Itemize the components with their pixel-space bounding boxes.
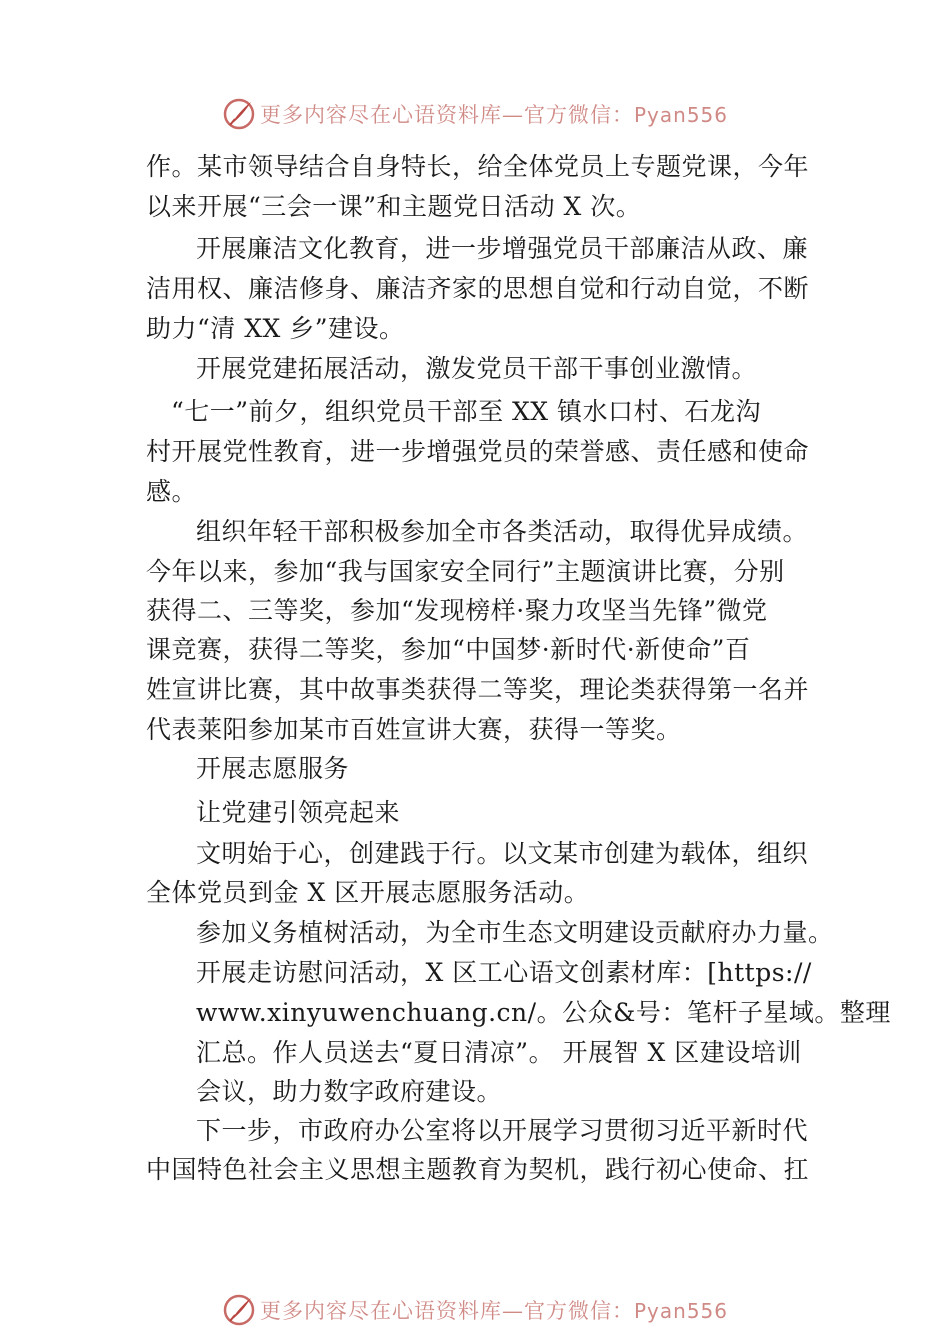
text-line: 感。	[146, 477, 198, 506]
text-line: “七一”前夕，组织党员干部至 XX 镇水口村、石龙沟	[171, 397, 762, 426]
quill-logo-icon	[222, 1293, 256, 1327]
text-line: 会议，助力数字政府建设。	[196, 1077, 503, 1106]
banner-text	[260, 1295, 728, 1325]
header-watermark-banner	[0, 94, 950, 134]
banner-wechat-id: Pyan556	[633, 103, 728, 127]
section-heading: 开展志愿服务	[196, 754, 350, 783]
text-line: 获得二、三等奖，参加“发现榜样·聚力攻坚当先锋”微党	[146, 596, 768, 625]
footer-watermark-banner	[0, 1290, 950, 1330]
text-line: 中国特色社会主义思想主题教育为契机，践行初心使命、扛	[146, 1155, 810, 1184]
quill-logo-icon	[222, 97, 256, 131]
text-line: 姓宣讲比赛，其中故事类获得二等奖，理论类获得第一名并	[146, 675, 810, 704]
text-line: www.xinyuwenchuang.cn/。公众&号：笔杆子星域。整理	[196, 998, 891, 1027]
text-line: 今年以来，参加“我与国家安全同行”主题演讲比赛，分别	[146, 557, 785, 586]
text-line: 以来开展“三会一课”和主题党日活动 X 次。	[146, 192, 642, 221]
section-subheading: 让党建引领亮起来	[196, 798, 401, 827]
text-line: 助力“清 XX 乡”建设。	[146, 314, 405, 343]
text-line: 开展廉洁文化教育，进一步增强党员干部廉洁从政、廉	[196, 234, 809, 263]
text-line: 下一步，市政府办公室将以开展学习贯彻习近平新时代	[196, 1116, 809, 1145]
text-line: 村开展党性教育，进一步增强党员的荣誉感、责任感和使命	[146, 437, 810, 466]
banner-text	[260, 99, 728, 129]
text-line: 开展党建拓展活动，激发党员干部干事创业激情。	[196, 354, 758, 383]
text-line: 参加义务植树活动，为全市生态文明建设贡献府办力量。	[196, 918, 834, 947]
text-line: 全体党员到金 X 区开展志愿服务活动。	[146, 878, 590, 907]
banner-wechat-id: Pyan556	[633, 1299, 728, 1323]
text-line: 汇总。作人员送去“夏日清凉”。 开展智 X 区建设培训	[196, 1038, 802, 1067]
text-line: 代表莱阳参加某市百姓宣讲大赛，获得一等奖。	[146, 715, 682, 744]
text-line: 作。某市领导结合自身特长，给全体党员上专题党课，今年	[146, 152, 810, 181]
text-line: 组织年轻干部积极参加全市各类活动，取得优异成绩。	[196, 517, 809, 546]
banner-text-cn: 更多内容尽在心语资料库—官方微信：	[259, 1299, 634, 1323]
text-line: 开展走访慰问活动，X 区工心语文创素材库：[https://	[196, 958, 812, 987]
banner-text-cn: 更多内容尽在心语资料库—官方微信：	[259, 103, 634, 127]
text-line: 课竞赛，获得二等奖，参加“中国梦·新时代·新使命”百	[146, 635, 751, 664]
text-line: 文明始于心，创建践于行。以文某市创建为载体，组织	[196, 839, 809, 868]
text-line: 洁用权、廉洁修身、廉洁齐家的思想自觉和行动自觉，不断	[146, 274, 810, 303]
